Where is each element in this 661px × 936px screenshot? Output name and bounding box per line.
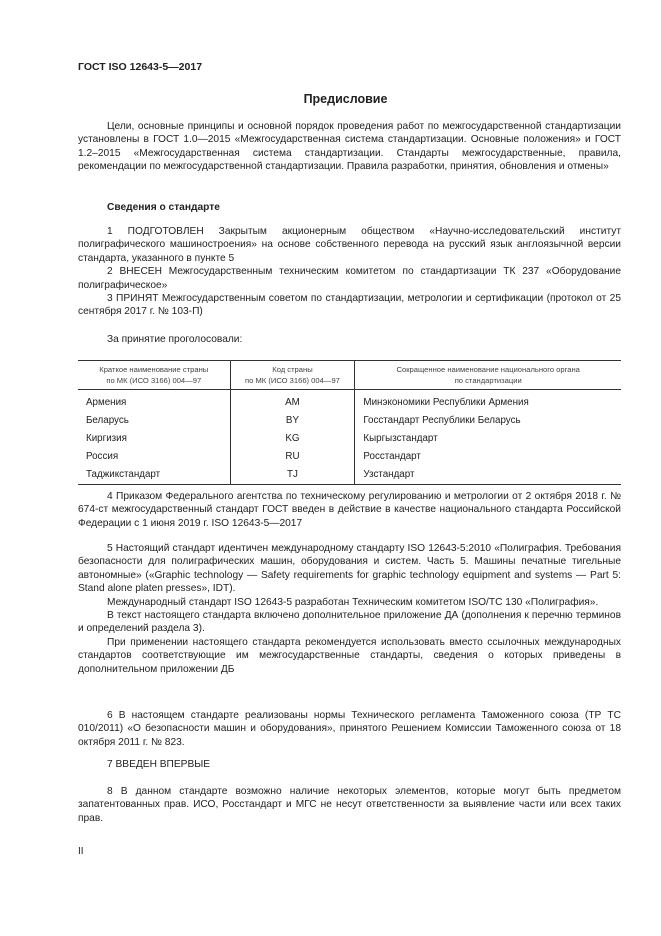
cell-country: Армения	[86, 396, 127, 408]
table-row	[78, 466, 621, 485]
cell-country: Беларусь	[86, 414, 129, 426]
cell-body: Узстандарт	[355, 466, 621, 485]
page-number: II	[78, 846, 84, 857]
item-5-developer: Международный стандарт ISO 12643-5 разработан Техническим комитетом ISO/TC 130 «Полиграфия».	[107, 596, 599, 608]
info-heading: Сведения о стандарте	[107, 202, 220, 213]
cell-code: RU	[230, 448, 355, 466]
intro-paragraph: Цели, основные принципы и основной порядок проведения работ по межгосударственной стандартизации установлены в ГОСТ 1.0—2015 «Межгосударственная система стандартизации. Основные положения» и ГОСТ 1.2–2015 «Межгосударственная система стандартизации. Стандарты межгосударственные, правила, рекомендации по межгосударственной стандартизации. Правила разработки, принятия, обновления и отмены»	[78, 121, 621, 173]
item-7: 7 ВВЕДЕН ВПЕРВЫЕ	[107, 759, 211, 770]
cell-code: AM	[230, 390, 355, 412]
voting-table	[78, 360, 621, 485]
item-4: 4 Приказом Федерального агентства по техническому регулированию и метрологии от 2 октября 2018 г. № 674-ст межгосударственный стандарт ГОСТ введен в действие в качестве национального стандарта Российской Федерации с 1 июня 2019 г. ISO 12643-5—2017	[78, 491, 621, 529]
col-header-country: Краткое наименование страны по МК (ИСО 3166) 004—97	[78, 361, 230, 390]
cell-code: BY	[230, 411, 355, 429]
cell-body: Росстандарт	[355, 448, 621, 466]
info-section	[78, 201, 621, 214]
table-row	[78, 429, 621, 447]
cell-code: TJ	[230, 466, 355, 485]
cell-country: Таджикстандарт	[78, 466, 230, 485]
item-1: 1 ПОДГОТОВЛЕН Закрытым акционерным обществом «Научно-исследовательский институт полиграфического машиностроения» на основе собственного перевода на русский язык англоязычной версии стандарта, указанного в пункте 5	[78, 226, 621, 264]
intro-section	[78, 120, 621, 174]
item-5: 5 Настоящий стандарт идентичен международному стандарту ISO 12643-5:2010 «Полиграфия. Требования безопасности для полиграфических машин, оборудования и систем. Часть 5. Машины печатные тигельные автономные» («Graphic technology — Safety requirements for graphic technology equipment and systems — Part 5: Stand alone platen presses», IDT).	[78, 543, 621, 595]
col-header-code: Код страны по МК (ИСО 3166) 004—97	[230, 361, 355, 390]
document-header: ГОСТ ISO 12643-5—2017	[78, 61, 203, 73]
table-row	[78, 390, 621, 412]
cell-body: Госстандарт Республики Беларусь	[355, 411, 621, 429]
item-8: 8 В данном стандарте возможно наличие некоторых элементов, которые могут быть предметом запатентованных прав. ИСО, Росстандарт и МГС не несут ответственности за выявление части или всех таких прав.	[78, 786, 621, 824]
table-row	[78, 448, 621, 466]
voted-label: За принятие проголосовали:	[107, 334, 243, 345]
item-5-annex-db: При применении настоящего стандарта рекомендуется использовать вместо ссылочных международных стандартов соответствующие им межгосударственные стандарты, сведения о которых приведены в дополнительном приложении ДБ	[78, 636, 621, 675]
cell-country: Россия	[86, 451, 119, 463]
item-5-section	[78, 542, 621, 676]
items-1-3	[78, 225, 621, 319]
item-6: 6 В настоящем стандарте реализованы нормы Технического регламента Таможенного союза (ТР ТС 010/2011) «О безопасности машин и оборудования», принятого Решением Комиссии Таможенного союза от 18 октября 2011 г. № 823.	[78, 710, 621, 748]
item-3: 3 ПРИНЯТ Межгосударственным советом по стандартизации, метрологии и сертификации (протокол от 25 сентября 2017 г. № 103-П)	[78, 293, 621, 318]
page-title: Предисловие	[303, 92, 388, 106]
cell-code: KG	[230, 429, 355, 447]
table-row	[78, 411, 621, 429]
cell-body: Кыргызстандарт	[355, 429, 621, 447]
cell-country: Киргизия	[86, 432, 127, 444]
item-2: 2 ВНЕСЕН Межгосударственным техническим комитетом по стандартизации ТК 237 «Оборудование полиграфическое»	[78, 266, 621, 291]
item-5-annex-da: В текст настоящего стандарта включено дополнительное приложение ДА (дополнения к перечню терминов и определений раздела 3).	[78, 610, 621, 635]
col-header-body: Сокращенное наименование национального органа по стандартизации	[355, 361, 621, 390]
cell-body: Минэкономики Республики Армения	[355, 390, 621, 412]
